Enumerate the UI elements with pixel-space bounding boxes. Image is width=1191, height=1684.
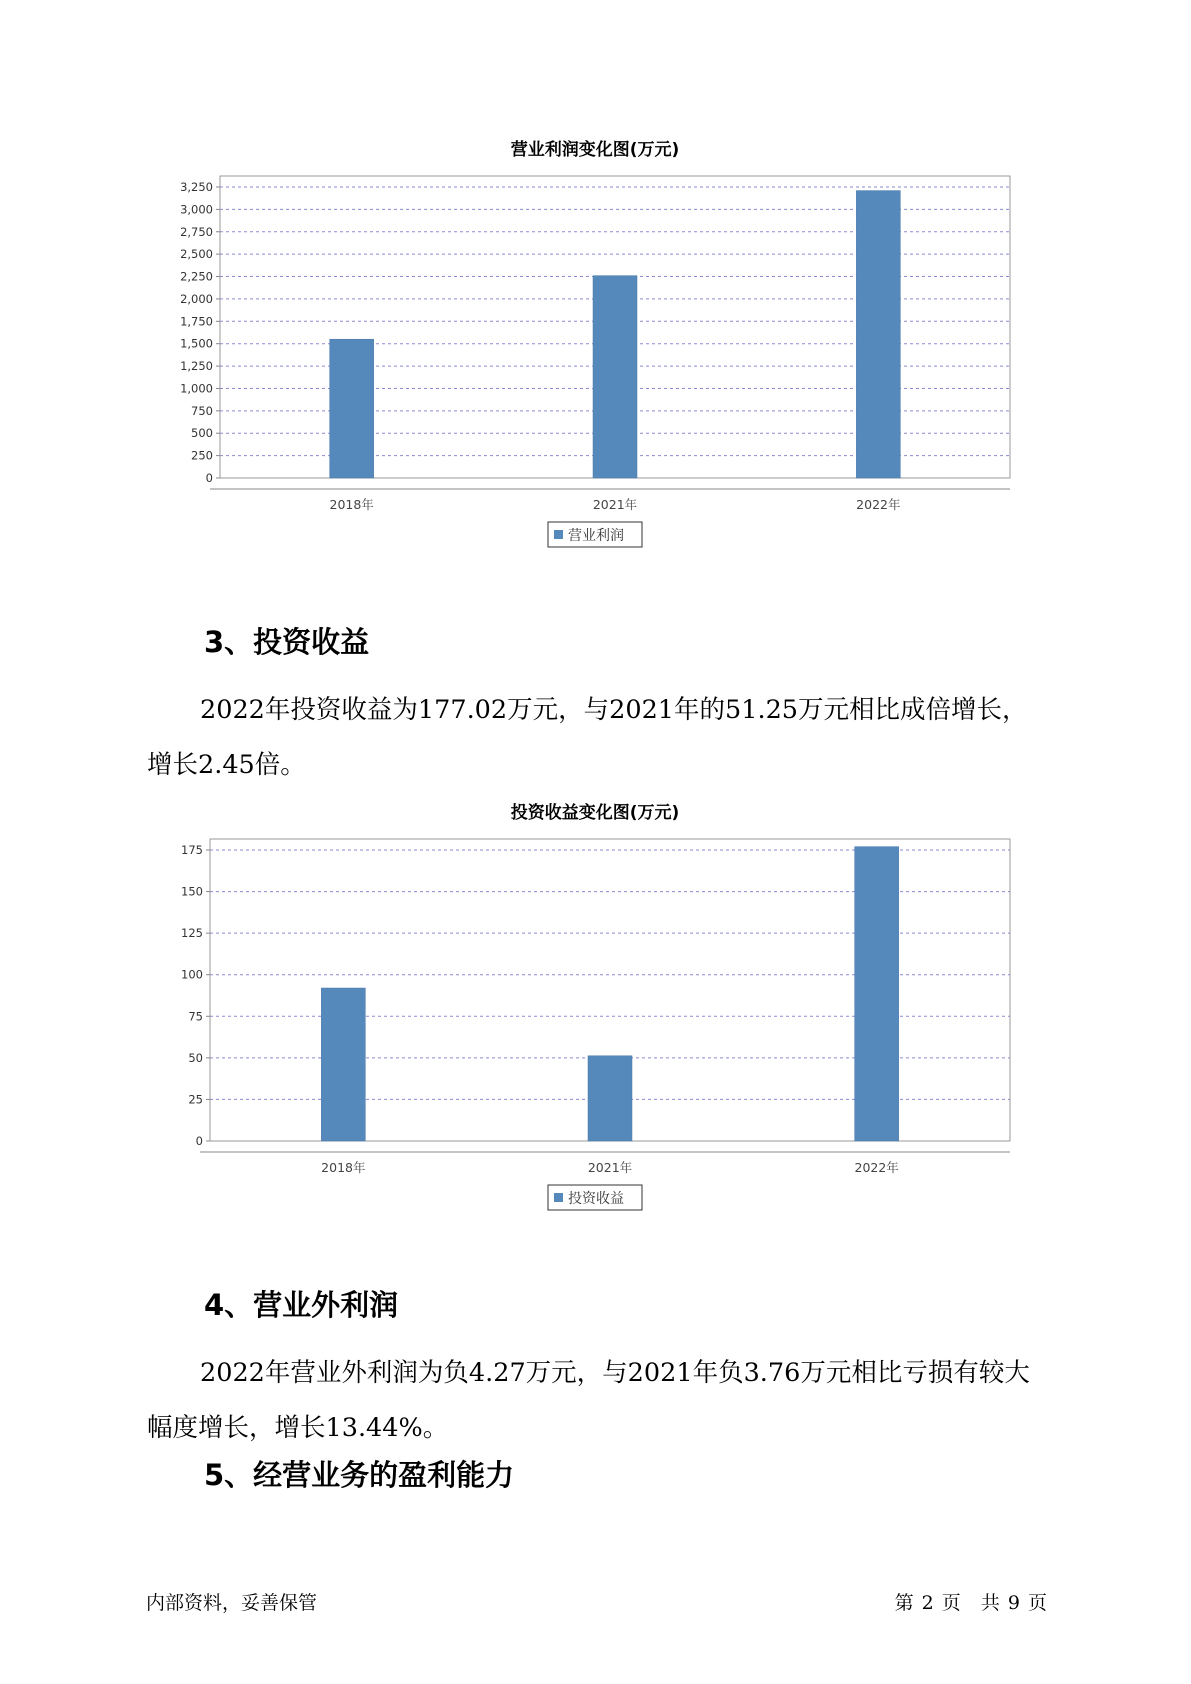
x-tick-label: 2021年 xyxy=(592,497,638,512)
bar xyxy=(330,339,374,478)
bar xyxy=(321,988,365,1141)
y-tick-label: 25 xyxy=(188,1092,203,1107)
section-3-heading: 3、投资收益 xyxy=(204,625,370,659)
page-current: 2 xyxy=(921,1592,934,1614)
y-tick-label: 3,000 xyxy=(180,202,213,217)
y-tick-label: 2,250 xyxy=(180,269,213,284)
y-tick-label: 2,500 xyxy=(180,247,213,262)
chart-legend xyxy=(548,522,642,547)
investment-income-chart xyxy=(0,793,1191,1267)
total-prefix: 共 xyxy=(980,1592,1000,1614)
chart-title: 投资收益变化图(万元) xyxy=(510,803,680,823)
x-tick-label: 2022年 xyxy=(854,1160,899,1175)
chart-legend xyxy=(548,1185,642,1210)
y-tick-label: 500 xyxy=(191,426,213,441)
y-tick-label: 0 xyxy=(205,471,213,485)
bar xyxy=(856,191,900,478)
y-tick-label: 2,750 xyxy=(180,224,213,239)
section-3-paragraph: 2022年投资收益为177.02万元，与2021年的51.25万元相比成倍增长，增长2.45倍。 xyxy=(147,695,1028,780)
y-tick-label: 150 xyxy=(181,884,203,899)
x-tick-label: 2021年 xyxy=(587,1160,633,1175)
operating-profit-chart xyxy=(0,130,1191,604)
bar xyxy=(593,276,637,478)
x-tick-label: 2018年 xyxy=(321,1160,366,1175)
section-5-heading: 5、经营业务的盈利能力 xyxy=(204,1458,515,1492)
y-tick-label: 1,500 xyxy=(180,336,213,351)
chart-title: 营业利润变化图(万元) xyxy=(510,140,680,160)
legend-label: 投资收益 xyxy=(568,1191,624,1207)
y-tick-label: 250 xyxy=(191,448,213,463)
y-tick-label: 0 xyxy=(195,1134,203,1148)
y-tick-label: 1,250 xyxy=(180,359,213,374)
x-tick-label: 2018年 xyxy=(329,497,374,512)
y-tick-label: 1,750 xyxy=(180,314,213,329)
y-tick-label: 3,250 xyxy=(180,180,213,194)
section-4-paragraph: 2022年营业外利润为负4.27万元，与2021年负3.76万元相比亏损有较大幅度增长，增长13.44%。 xyxy=(147,1358,1030,1443)
section-4-heading: 4、营业外利润 xyxy=(204,1288,399,1322)
page-suffix: 页 xyxy=(1027,1592,1047,1614)
page-mid: 页 xyxy=(941,1592,961,1614)
legend-swatch xyxy=(554,530,563,539)
footer-confidential-note: 内部资料，妥善保管 xyxy=(146,1592,318,1614)
y-tick-label: 1,000 xyxy=(180,381,213,396)
y-tick-label: 750 xyxy=(191,403,213,418)
bar xyxy=(588,1056,632,1141)
page-prefix: 第 xyxy=(894,1592,914,1614)
y-tick-label: 175 xyxy=(181,843,203,857)
legend-swatch xyxy=(554,1193,563,1202)
bar xyxy=(855,847,899,1141)
legend-label: 营业利润 xyxy=(568,528,624,544)
y-tick-label: 2,000 xyxy=(180,291,213,306)
y-tick-label: 75 xyxy=(188,1009,203,1024)
y-tick-label: 50 xyxy=(188,1050,203,1065)
footer-page-number xyxy=(891,1588,1051,1615)
page-total: 9 xyxy=(1007,1592,1020,1614)
x-tick-label: 2022年 xyxy=(856,497,901,512)
y-tick-label: 100 xyxy=(181,967,203,982)
investment-income-chart-svg xyxy=(0,793,1191,1263)
y-tick-label: 125 xyxy=(181,926,203,941)
operating-profit-chart-svg xyxy=(0,130,1191,600)
